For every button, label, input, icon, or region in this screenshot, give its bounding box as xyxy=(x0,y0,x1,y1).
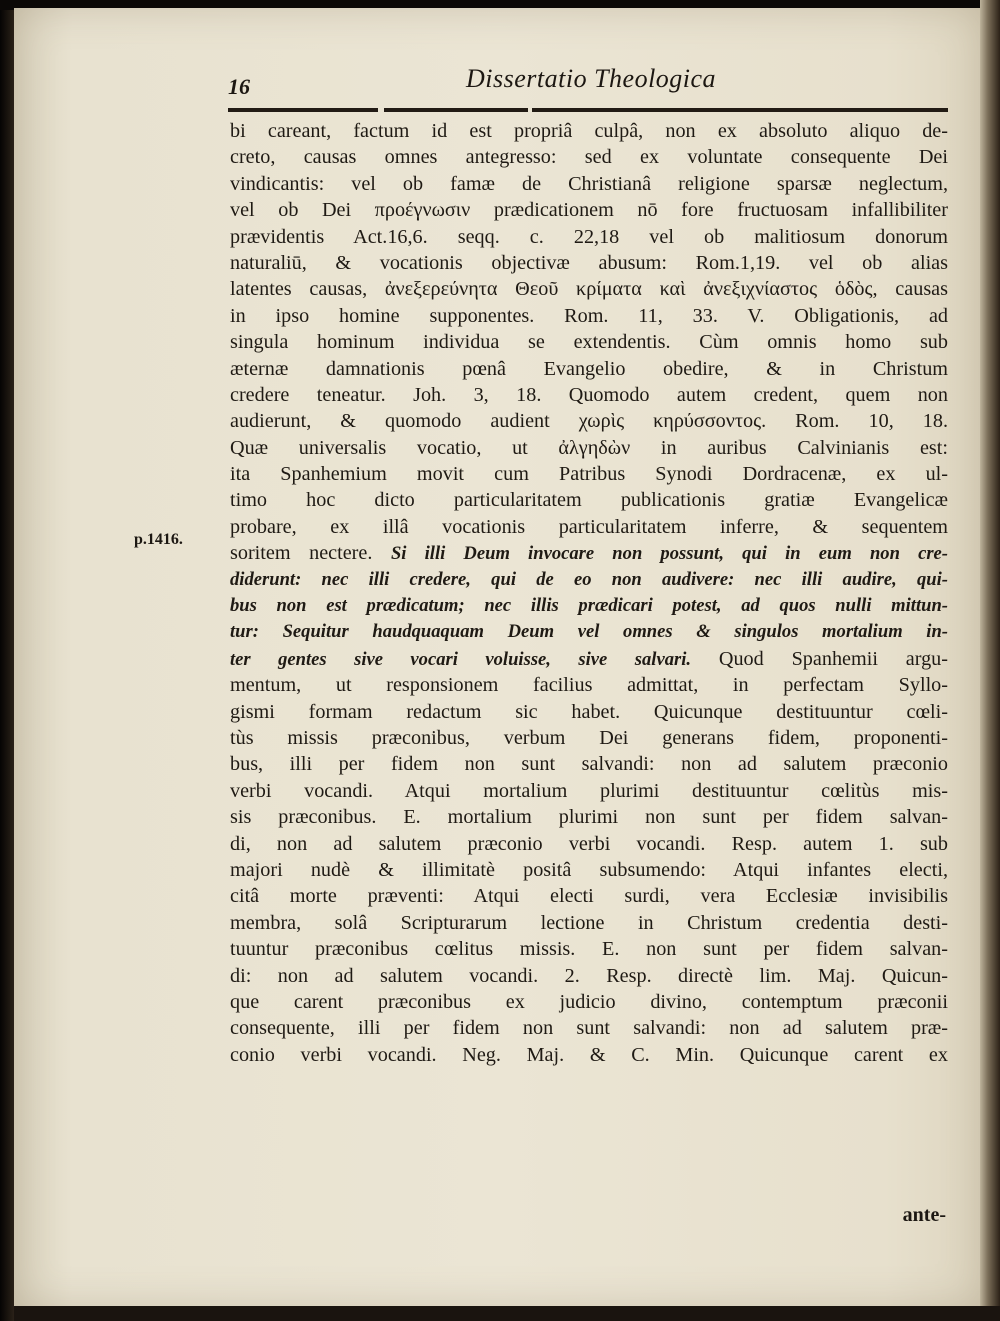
text-line-with-italic xyxy=(230,540,948,566)
text-line: que carent præconibus ex judicio divino, contemptum præconii xyxy=(230,990,948,1013)
text-line: prævidentis Act.16,6. seqq. c. 22,18 vel ob malitiosum donorum xyxy=(230,225,948,248)
text-line: in ipso homine supponentes. Rom. 11, 33. V. Obligationis, ad xyxy=(230,304,948,327)
text-line: majori nudè & illimitatè positâ subsumendo: Atqui infantes electi, xyxy=(230,858,948,881)
italic-line: tur: Sequitur haudquaquam Deum vel omnes & singulos mortalium in- xyxy=(230,621,948,643)
body-paragraph xyxy=(230,118,948,567)
italic-run: ter gentes sive vocari voluisse, sive salvari. xyxy=(230,648,692,670)
text-line: tuuntur præconibus cœlitus missis. E. non sunt per fidem salvan- xyxy=(230,938,948,961)
italic-quote-run: Si illi Deum invocare non possunt, qui in eum non cre- xyxy=(390,543,948,565)
catchword: ante- xyxy=(902,1204,946,1226)
book-page xyxy=(14,8,982,1308)
text-line: sis præconibus. E. mortalium plurimi non sunt per fidem salvan- xyxy=(230,806,948,829)
text-line: vindicantis: vel ob famæ de Christianâ religione sparsæ neglectum, xyxy=(230,172,948,195)
text-line: ita Spanhemium movit cum Patribus Synodi Dordracenæ, ex ul- xyxy=(230,463,948,486)
text-line: citâ morte præventi: Atqui electi surdi, vera Ecclesiæ invisibilis xyxy=(230,885,948,908)
body-paragraph-2 xyxy=(230,672,948,1068)
text-line: di, non ad salutem præconio verbi vocandi. Resp. autem 1. sub xyxy=(230,832,948,855)
text-line: latentes causas, ἀνεξερεύνητα Θεοῦ κρίματα καὶ ἀνεξιχνίαστος ὁδὸς, causas xyxy=(230,278,948,301)
margin-note: p.1416. xyxy=(134,531,183,548)
text-line: conio verbi vocandi. Neg. Maj. & C. Min. Quicunque carent ex xyxy=(230,1043,948,1066)
text-line: audierunt, & quomodo audient χωρὶς κηρύσσοντος. Rom. 10, 18. xyxy=(230,410,948,433)
text-line: bi careant, factum id est propriâ culpâ, non ex absoluto aliquo de- xyxy=(230,120,948,142)
text-line: creto, causas omnes antegresso: sed ex voluntate consequente Dei xyxy=(230,146,948,169)
italic-line: diderunt: nec illi credere, qui de eo non audivere: nec illi audire, qui- xyxy=(230,568,948,590)
text-line: gismi formam redactum sic habet. Quicunque destituuntur cœli- xyxy=(230,700,948,723)
header-rule xyxy=(228,108,948,112)
italic-quotation xyxy=(230,567,948,673)
italic-line: bus non est prædicatum; nec illis prædicari potest, ad quos nulli mittun- xyxy=(230,595,948,617)
roman-run: Quod Spanhemii argu- xyxy=(691,647,948,670)
text-line: vel ob Dei προέγνωσιν prædicationem nō fore fructuosam infallibiliter xyxy=(230,199,948,222)
text-run: soritem nectere. xyxy=(230,542,373,565)
running-head xyxy=(14,56,982,100)
text-line: membra, solâ Scripturarum lectione in Christum credentia desti- xyxy=(230,911,948,934)
scan-border-left xyxy=(0,0,14,1321)
text-block xyxy=(230,118,948,1068)
text-line: bus, illi per fidem non sunt salvandi: non ad salutem præconio xyxy=(230,753,948,776)
page-edge-right xyxy=(980,0,1000,1321)
text-line: tùs missis præconibus, verbum Dei generans fidem, proponenti- xyxy=(230,726,948,749)
text-line: naturaliū, & vocationis objectivæ abusum: Rom.1,19. vel ob alias xyxy=(230,251,948,274)
text-line: probare, ex illâ vocationis particularitatem inferre, & sequentem xyxy=(230,515,948,538)
text-line: timo hoc dicto particularitatem publicationis gratiæ Evangelicæ xyxy=(230,489,948,512)
mixed-line xyxy=(230,646,948,672)
text-line: credere teneatur. Joh. 3, 18. Quomodo autem credent, quem non xyxy=(230,383,948,406)
page-number: 16 xyxy=(228,74,250,99)
text-line: singula hominum individua se extendentis. Cùm omnis homo sub xyxy=(230,331,948,354)
text-line: Quæ universalis vocatio, ut ἀλγηδὼν in auribus Calvinianis est: xyxy=(230,436,948,459)
text-line: æternæ damnationis pœnâ Evangelio obedire, & in Christum xyxy=(230,357,948,380)
text-line: di: non ad salutem vocandi. 2. Resp. directè lim. Maj. Quicun- xyxy=(230,964,948,987)
running-title: Dissertatio Theologica xyxy=(466,64,717,93)
scan-border-bottom xyxy=(14,1306,1000,1321)
text-line: mentum, ut responsionem facilius admittat, in perfectam Syllo- xyxy=(230,674,948,697)
text-line: consequente, illi per fidem non sunt salvandi: non ad salutem præ- xyxy=(230,1017,948,1040)
text-line: verbi vocandi. Atqui mortalium plurimi destituuntur cœlitùs mis- xyxy=(230,779,948,802)
